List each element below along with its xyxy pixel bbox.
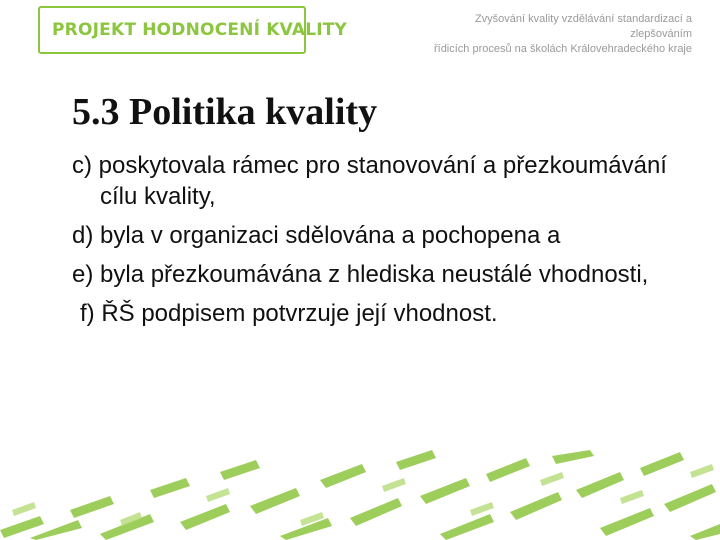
tagline-line-2: řídicích procesů na školách Královehradeckého kraje [433,43,692,55]
list-item-e: e) byla přezkoumávána z hlediska neustálé vhodnosti, [72,261,649,288]
slide-title: 5.3 Politika kvality [72,91,378,133]
project-logo [38,6,348,54]
list-item-f: f) ŘŠ podpisem potvrzuje její vhodnost. [80,300,498,327]
tagline-line-1: Zvyšování kvality vzdělávání standardizací a zlepšováním [474,13,692,40]
policy-list [72,150,692,337]
decorative-stripes [0,450,720,540]
list-item-c: c) poskytovala rámec pro stanovování a přezkoumávání cílu kvality, [72,152,667,210]
header-tagline [412,12,692,57]
list-item-d: d) byla v organizaci sdělována a pochopena a [72,222,561,249]
project-logo-text: PROJEKT HODNOCENÍ KVALITY [52,20,348,40]
